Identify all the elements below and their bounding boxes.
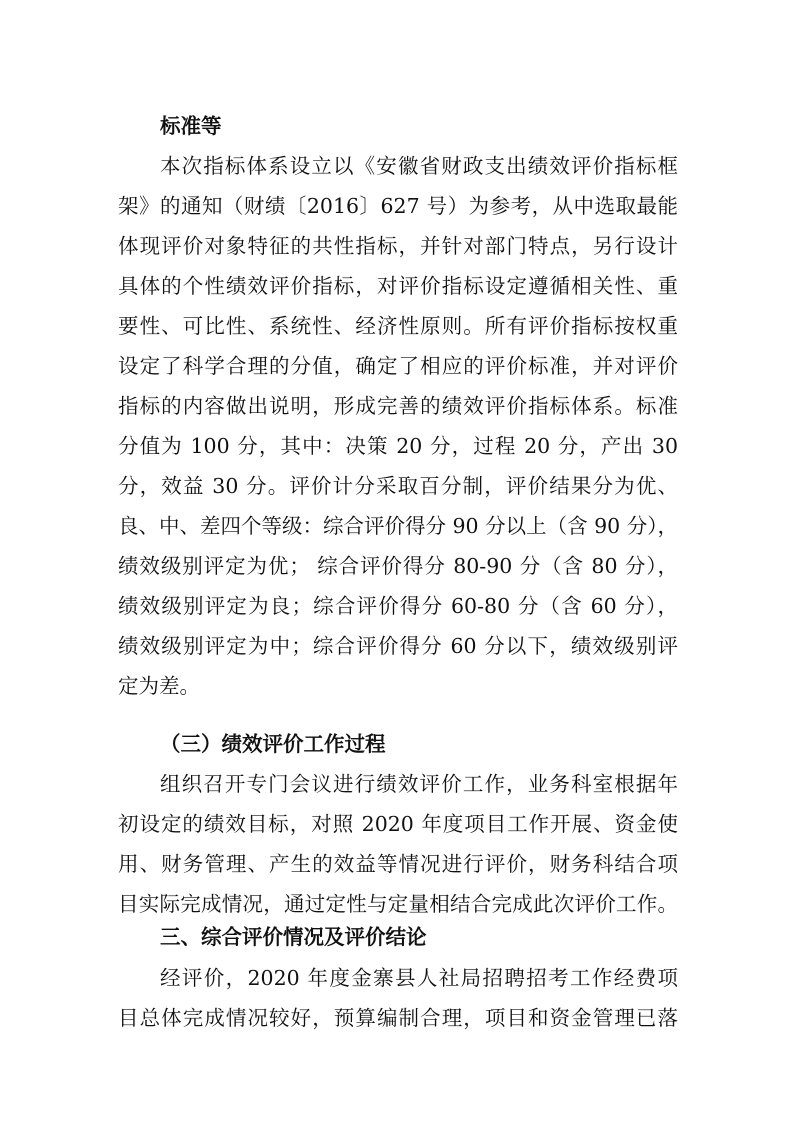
paragraph-line: 分，效益 30 分。评价计分采取百分制，评价结果分为优、 bbox=[118, 474, 678, 498]
paragraph-line: 指标的内容做出说明，形成完善的绩效评价指标体系。标准 bbox=[118, 394, 678, 418]
paragraph-line: 目实际完成情况，通过定性与定量相结合完成此次评价工作。 bbox=[118, 892, 678, 916]
paragraph-line: 架》的通知（财绩〔2016〕627 号）为参考，从中选取最能 bbox=[118, 194, 678, 218]
paragraph-line: 具体的个性绩效评价指标，对评价指标设定遵循相关性、重 bbox=[118, 274, 678, 298]
paragraph-line: 定为差。 bbox=[118, 674, 200, 698]
paragraph-line: 绩效级别评定为良；综合评价得分 60-80 分（含 60 分）， bbox=[118, 594, 678, 618]
paragraph-line: 经评价，2020 年度金寨县人社局招聘招考工作经费项 bbox=[160, 966, 678, 990]
paragraph-line: 良、中、差四个等级：综合评价得分 90 分以上（含 90 分）， bbox=[118, 514, 678, 538]
paragraph-line: 要性、可比性、系统性、经济性原则。所有评价指标按权重 bbox=[118, 314, 678, 338]
paragraph-line: 绩效级别评定为优； 综合评价得分 80-90 分（含 80 分）， bbox=[118, 554, 678, 578]
subheading-standard: 标准等 bbox=[160, 114, 222, 138]
paragraph-line: 组织召开专门会议进行绩效评价工作，业务科室根据年 bbox=[160, 772, 678, 796]
paragraph-line: 用、财务管理、产生的效益等情况进行评价，财务科结合项 bbox=[118, 852, 678, 876]
paragraph-line: 初设定的绩效目标，对照 2020 年度项目工作开展、资金使 bbox=[118, 812, 678, 836]
paragraph-line: 本次指标体系设立以《安徽省财政支出绩效评价指标框 bbox=[160, 154, 678, 178]
section-heading-3: 三、综合评价情况及评价结论 bbox=[160, 925, 427, 949]
subheading-evaluation-process: （三）绩效评价工作过程 bbox=[160, 732, 386, 756]
paragraph-line: 设定了科学合理的分值，确定了相应的评价标准，并对评价 bbox=[118, 354, 678, 378]
paragraph-line: 绩效级别评定为中；综合评价得分 60 分以下，绩效级别评 bbox=[118, 634, 678, 658]
paragraph-line: 分值为 100 分，其中：决策 20 分，过程 20 分，产出 30 bbox=[118, 434, 678, 458]
paragraph-line: 目总体完成情况较好，预算编制合理，项目和资金管理已落 bbox=[118, 1006, 678, 1030]
paragraph-line: 体现评价对象特征的共性指标，并针对部门特点，另行设计 bbox=[118, 234, 678, 258]
